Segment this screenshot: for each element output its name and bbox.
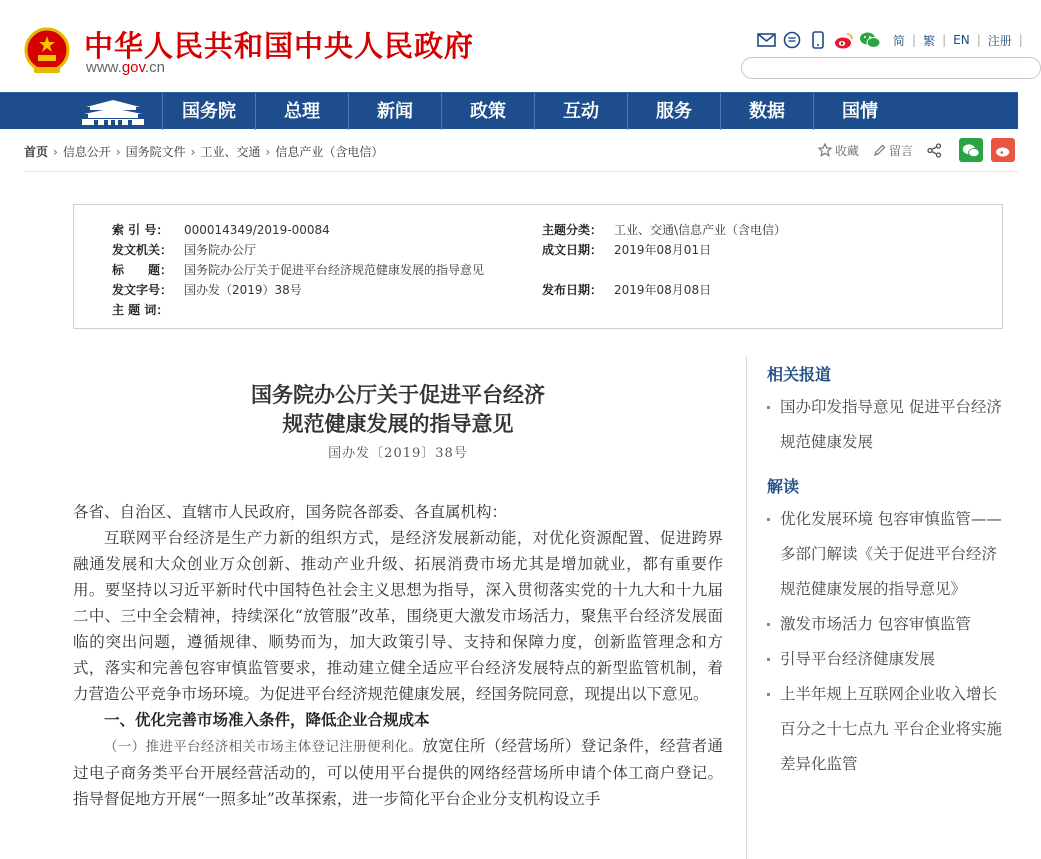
lang-traditional[interactable]: 繁 <box>923 33 936 48</box>
breadcrumb-council-docs[interactable]: 国务院文件 <box>125 145 186 159</box>
info-date-written-value: 2019年08月01日 <box>614 243 712 257</box>
article-header <box>73 380 723 461</box>
info-title-row <box>112 261 484 278</box>
breadcrumb-home[interactable]: 首页 <box>24 145 49 159</box>
info-doc-no-label: 发文字号： <box>112 283 173 297</box>
sidebar-interpret-title: 解读 <box>767 477 800 496</box>
breadcrumb-industry[interactable]: 工业、交通 <box>200 145 261 159</box>
info-doc-no-value: 国办发（2019）38号 <box>184 283 302 297</box>
article-title-line1: 国务院办公厅关于促进平台经济 <box>251 382 545 407</box>
header-tools <box>756 30 1023 50</box>
info-issuer-row <box>112 241 256 258</box>
related-item[interactable]: 国办印发指导意见 促进平台经济规范健康发展 <box>767 390 1012 460</box>
info-category-value: 工业、交通\信息产业（含电信） <box>614 223 787 237</box>
mail-icon[interactable] <box>756 31 776 49</box>
message-icon[interactable] <box>782 31 802 49</box>
separator: | <box>1018 33 1023 47</box>
sidebar-related-title: 相关报道 <box>767 365 832 384</box>
sidebar-divider <box>746 356 747 859</box>
share-weibo-button[interactable] <box>991 138 1015 162</box>
article-paragraph: 互联网平台经济是生产力新的组织方式，是经济发展新动能，对优化资源配置、促进跨界融通发展和大众创业万众创新、推动产业升级、拓展消费市场尤其是增加就业，都有重要作用。要坚持以习近平新时代中国特色社会主义思想为指导，深入贯彻落实党的十九大和十九届二中、三中全会精神，持续深化“放管服”改革，围绕更大激发市场活力，聚焦平台经济发展面临的突出问题，遵循规律、顺势而为，加大政策引导、支持和保障力度，创新监管理念和方式，落实和完善包容审慎监管要求，推动建立健全适应平台经济发展特点的新型监管机制，着力营造公平竞争市场环境。为促进平台经济规范健康发展，经国务院同意，现提出以下意见。 <box>73 529 723 703</box>
info-doc-no-row <box>112 281 302 298</box>
breadcrumb <box>24 143 383 160</box>
info-date-written-label: 成文日期： <box>542 243 603 257</box>
domain-prefix: www. <box>86 59 122 76</box>
info-publish-value: 2019年08月08日 <box>614 283 712 297</box>
share-button[interactable] <box>927 143 945 158</box>
favorite-button[interactable] <box>818 142 859 159</box>
info-title-label: 标 题： <box>112 263 173 277</box>
nav-item-services[interactable]: 服务 <box>627 93 720 130</box>
nav-item-data[interactable]: 数据 <box>720 93 813 130</box>
info-date-written-row <box>542 241 711 258</box>
nav-item-interaction[interactable]: 互动 <box>534 93 627 130</box>
sidebar <box>767 360 1012 782</box>
chevron-right-icon: › <box>115 144 121 159</box>
mobile-icon[interactable] <box>808 31 828 49</box>
divider <box>24 171 1018 172</box>
interpret-item[interactable]: 激发市场活力 包容审慎监管 <box>767 607 1012 642</box>
share-icon <box>927 143 942 158</box>
info-keywords-row <box>112 301 184 318</box>
interpret-list <box>767 502 1012 782</box>
nav-item-news[interactable]: 新闻 <box>348 93 441 130</box>
article-body <box>73 499 723 812</box>
separator: | <box>912 33 917 47</box>
info-index-value: 000014349/2019-00084 <box>184 223 330 237</box>
info-index-label: 索 引 号： <box>112 223 169 237</box>
info-index-row <box>112 221 330 238</box>
article-actions <box>818 138 1023 162</box>
document-info-table <box>73 204 1003 329</box>
wechat-icon <box>962 143 980 158</box>
share-wechat-button[interactable] <box>959 138 983 162</box>
nav-item-premier[interactable]: 总理 <box>255 93 348 130</box>
info-issuer-label: 发文机关： <box>112 243 173 257</box>
info-issuer-value: 国务院办公厅 <box>184 243 257 257</box>
article-paragraph <box>73 733 723 812</box>
nav-item-national-info[interactable]: 国情 <box>813 93 906 130</box>
info-publish-row <box>542 281 711 298</box>
weibo-icon[interactable] <box>834 31 854 49</box>
article-section-heading: 一、优化完善市场准入条件，降低企业合规成本 <box>104 710 430 729</box>
breadcrumb-telecom[interactable]: 信息产业（含电信） <box>275 145 384 159</box>
separator: | <box>976 33 981 47</box>
lang-english[interactable]: EN <box>953 33 970 47</box>
interpret-item[interactable]: 优化发展环境 包容审慎监管——多部门解读《关于促进平台经济规范健康发展的指导意见》 <box>767 502 1012 607</box>
domain-mid: gov <box>121 59 145 76</box>
breadcrumb-info-disclosure[interactable]: 信息公开 <box>62 145 111 159</box>
related-list <box>767 390 1012 460</box>
info-publish-label: 发布日期： <box>542 283 603 297</box>
domain-suffix: .cn <box>144 59 165 76</box>
site-header <box>0 0 1023 92</box>
pen-icon <box>873 144 886 157</box>
search-input[interactable] <box>741 57 1041 79</box>
separator: | <box>942 33 947 47</box>
comment-label: 留言 <box>889 143 914 158</box>
tiananmen-icon[interactable] <box>80 97 146 127</box>
site-domain[interactable] <box>86 59 165 76</box>
info-keywords-label: 主 题 词： <box>112 303 169 317</box>
interpret-item[interactable]: 上半年规上互联网企业收入增长百分之十七点九 平台企业将实施差异化监管 <box>767 677 1012 782</box>
nav-items <box>162 93 906 130</box>
info-category-row <box>542 221 786 238</box>
article-subtext: 放宽住所（经营场所）登记条件，经营者通过电子商务类平台开展经营活动的，可以使用平台提供的网络经营场所申请个体工商户登记。指导督促地方开展“一照多址”改革探索，进一步简化平台企业分支机构设立手 <box>73 737 724 808</box>
nav-item-policies[interactable]: 政策 <box>441 93 534 130</box>
article-salutation: 各省、自治区、直辖市人民政府，国务院各部委、各直属机构： <box>73 503 508 521</box>
wechat-icon[interactable] <box>860 31 880 49</box>
star-icon <box>818 143 832 157</box>
national-emblem-icon[interactable] <box>24 27 70 75</box>
article-subheading: （一）推进平台经济相关市场主体登记注册便利化。 <box>104 739 423 755</box>
comment-button[interactable] <box>873 142 913 159</box>
lang-simplified[interactable]: 简 <box>893 33 906 48</box>
weibo-icon <box>995 143 1012 157</box>
chevron-right-icon: › <box>190 144 196 159</box>
nav-item-state-council[interactable]: 国务院 <box>162 93 255 130</box>
chevron-right-icon: › <box>265 144 271 159</box>
info-title-value: 国务院办公厅关于促进平台经济规范健康发展的指导意见 <box>184 263 485 277</box>
info-category-label: 主题分类： <box>542 223 603 237</box>
article-doc-number: 国办发〔2019〕38号 <box>328 446 468 461</box>
chevron-right-icon: › <box>53 144 58 159</box>
article-title-line2: 规范健康发展的指导意见 <box>282 411 514 436</box>
site-title[interactable]: 中华人民共和国中央人民政府 <box>84 29 475 63</box>
register-link[interactable]: 注册 <box>987 33 1012 48</box>
favorite-label: 收藏 <box>835 143 860 158</box>
main-nav <box>0 92 1018 129</box>
interpret-item[interactable]: 引导平台经济健康发展 <box>767 642 1012 677</box>
